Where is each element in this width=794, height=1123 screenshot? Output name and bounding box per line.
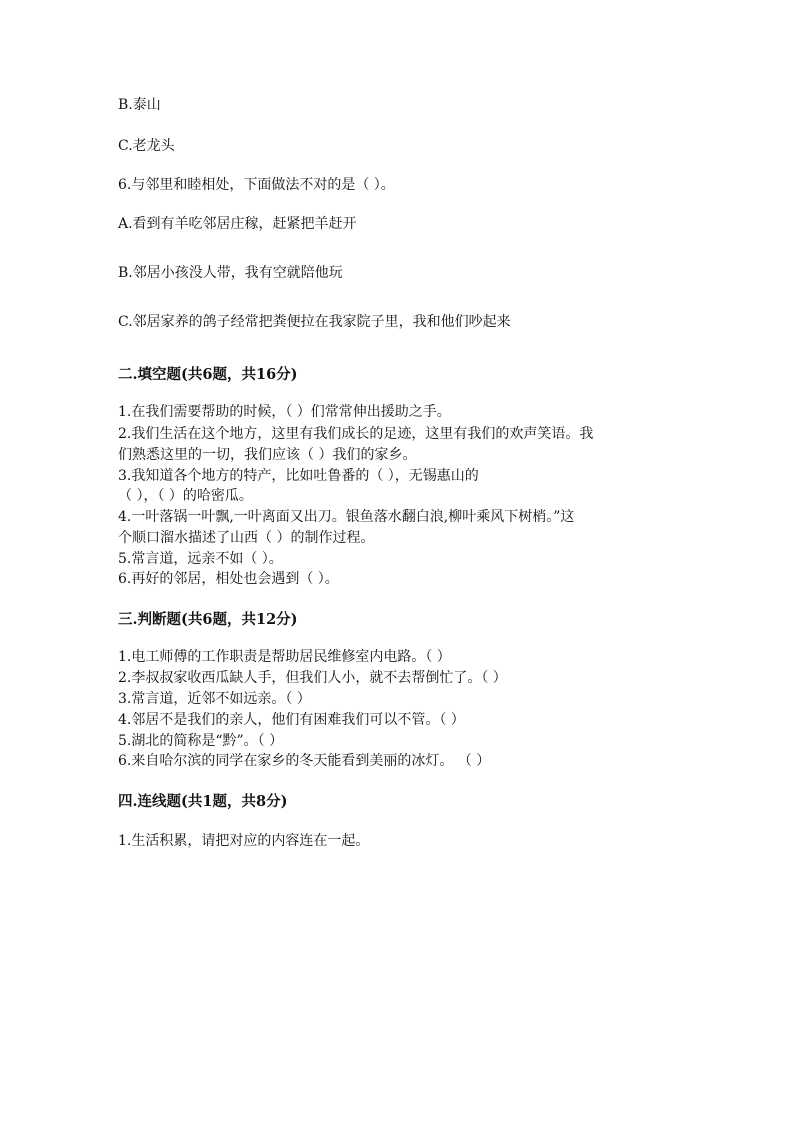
fill-line-1: 1.在我们需要帮助的时候，（ ）们常常伸出援助之手。 [118, 404, 451, 420]
judge-line-3: 3.常言道，近邻不如远亲。（ ） [118, 691, 311, 707]
option-q6-b: B.邻居小孩没人带，我有空就陪他玩 [118, 265, 343, 281]
fill-line-9: 6.再好的邻居，相处也会遇到（ ）。 [118, 571, 339, 587]
option-q5-b: B.泰山 [118, 97, 161, 113]
fill-line-5: （ ），（ ）的哈密瓜。 [118, 488, 253, 504]
section-3-title: 三.判断题(共6题，共12分) [118, 611, 298, 628]
fill-line-8: 5.常言道，远亲不如（ ）。 [118, 551, 283, 567]
fill-line-7: 个顺口溜水描述了山西（ ）的制作过程。 [118, 530, 375, 546]
question-6-stem: 6.与邻里和睦相处，下面做法不对的是（ ）。 [118, 177, 395, 193]
section-4-title: 四.连线题(共1题，共8分) [118, 793, 288, 810]
judge-line-5: 5.湖北的简称是“黔”。（ ） [118, 733, 284, 749]
fill-line-2: 2.我们生活在这个地方，这里有我们成长的足迹，这里有我们的欢声笑语。我 [118, 426, 594, 442]
judge-line-6: 6.来自哈尔滨的同学在家乡的冬天能看到美丽的冰灯。 （ ） [118, 753, 491, 769]
option-q6-a: A.看到有羊吃邻居庄稼，赶紧把羊赶开 [118, 216, 357, 232]
option-q6-c: C.邻居家养的鸽子经常把粪便拉在我家院子里，我和他们吵起来 [118, 314, 511, 330]
match-line-1: 1.生活积累，请把对应的内容连在一起。 [118, 833, 370, 849]
fill-line-3: 们熟悉这里的一切，我们应该（ ）我们的家乡。 [118, 447, 417, 463]
fill-line-6: 4.一叶落锅一叶飘,一叶离面又出刀。银鱼落水翻白浪,柳叶乘风下树梢。”这 [118, 509, 575, 525]
fill-line-4: 3.我知道各个地方的特产，比如吐鲁番的（ ），无锡惠山的 [118, 468, 479, 484]
judge-line-2: 2.李叔叔家收西瓜缺人手，但我们人小，就不去帮倒忙了。（ ） [118, 670, 507, 686]
section-2-title: 二.填空题(共6题，共16分) [118, 366, 298, 383]
judge-line-4: 4.邻居不是我们的亲人，他们有困难我们可以不管。（ ） [118, 712, 465, 728]
option-q5-c: C.老龙头 [118, 138, 175, 154]
judge-line-1: 1.电工师傅的工作职责是帮助居民维修室内电路。（ ） [118, 649, 451, 665]
